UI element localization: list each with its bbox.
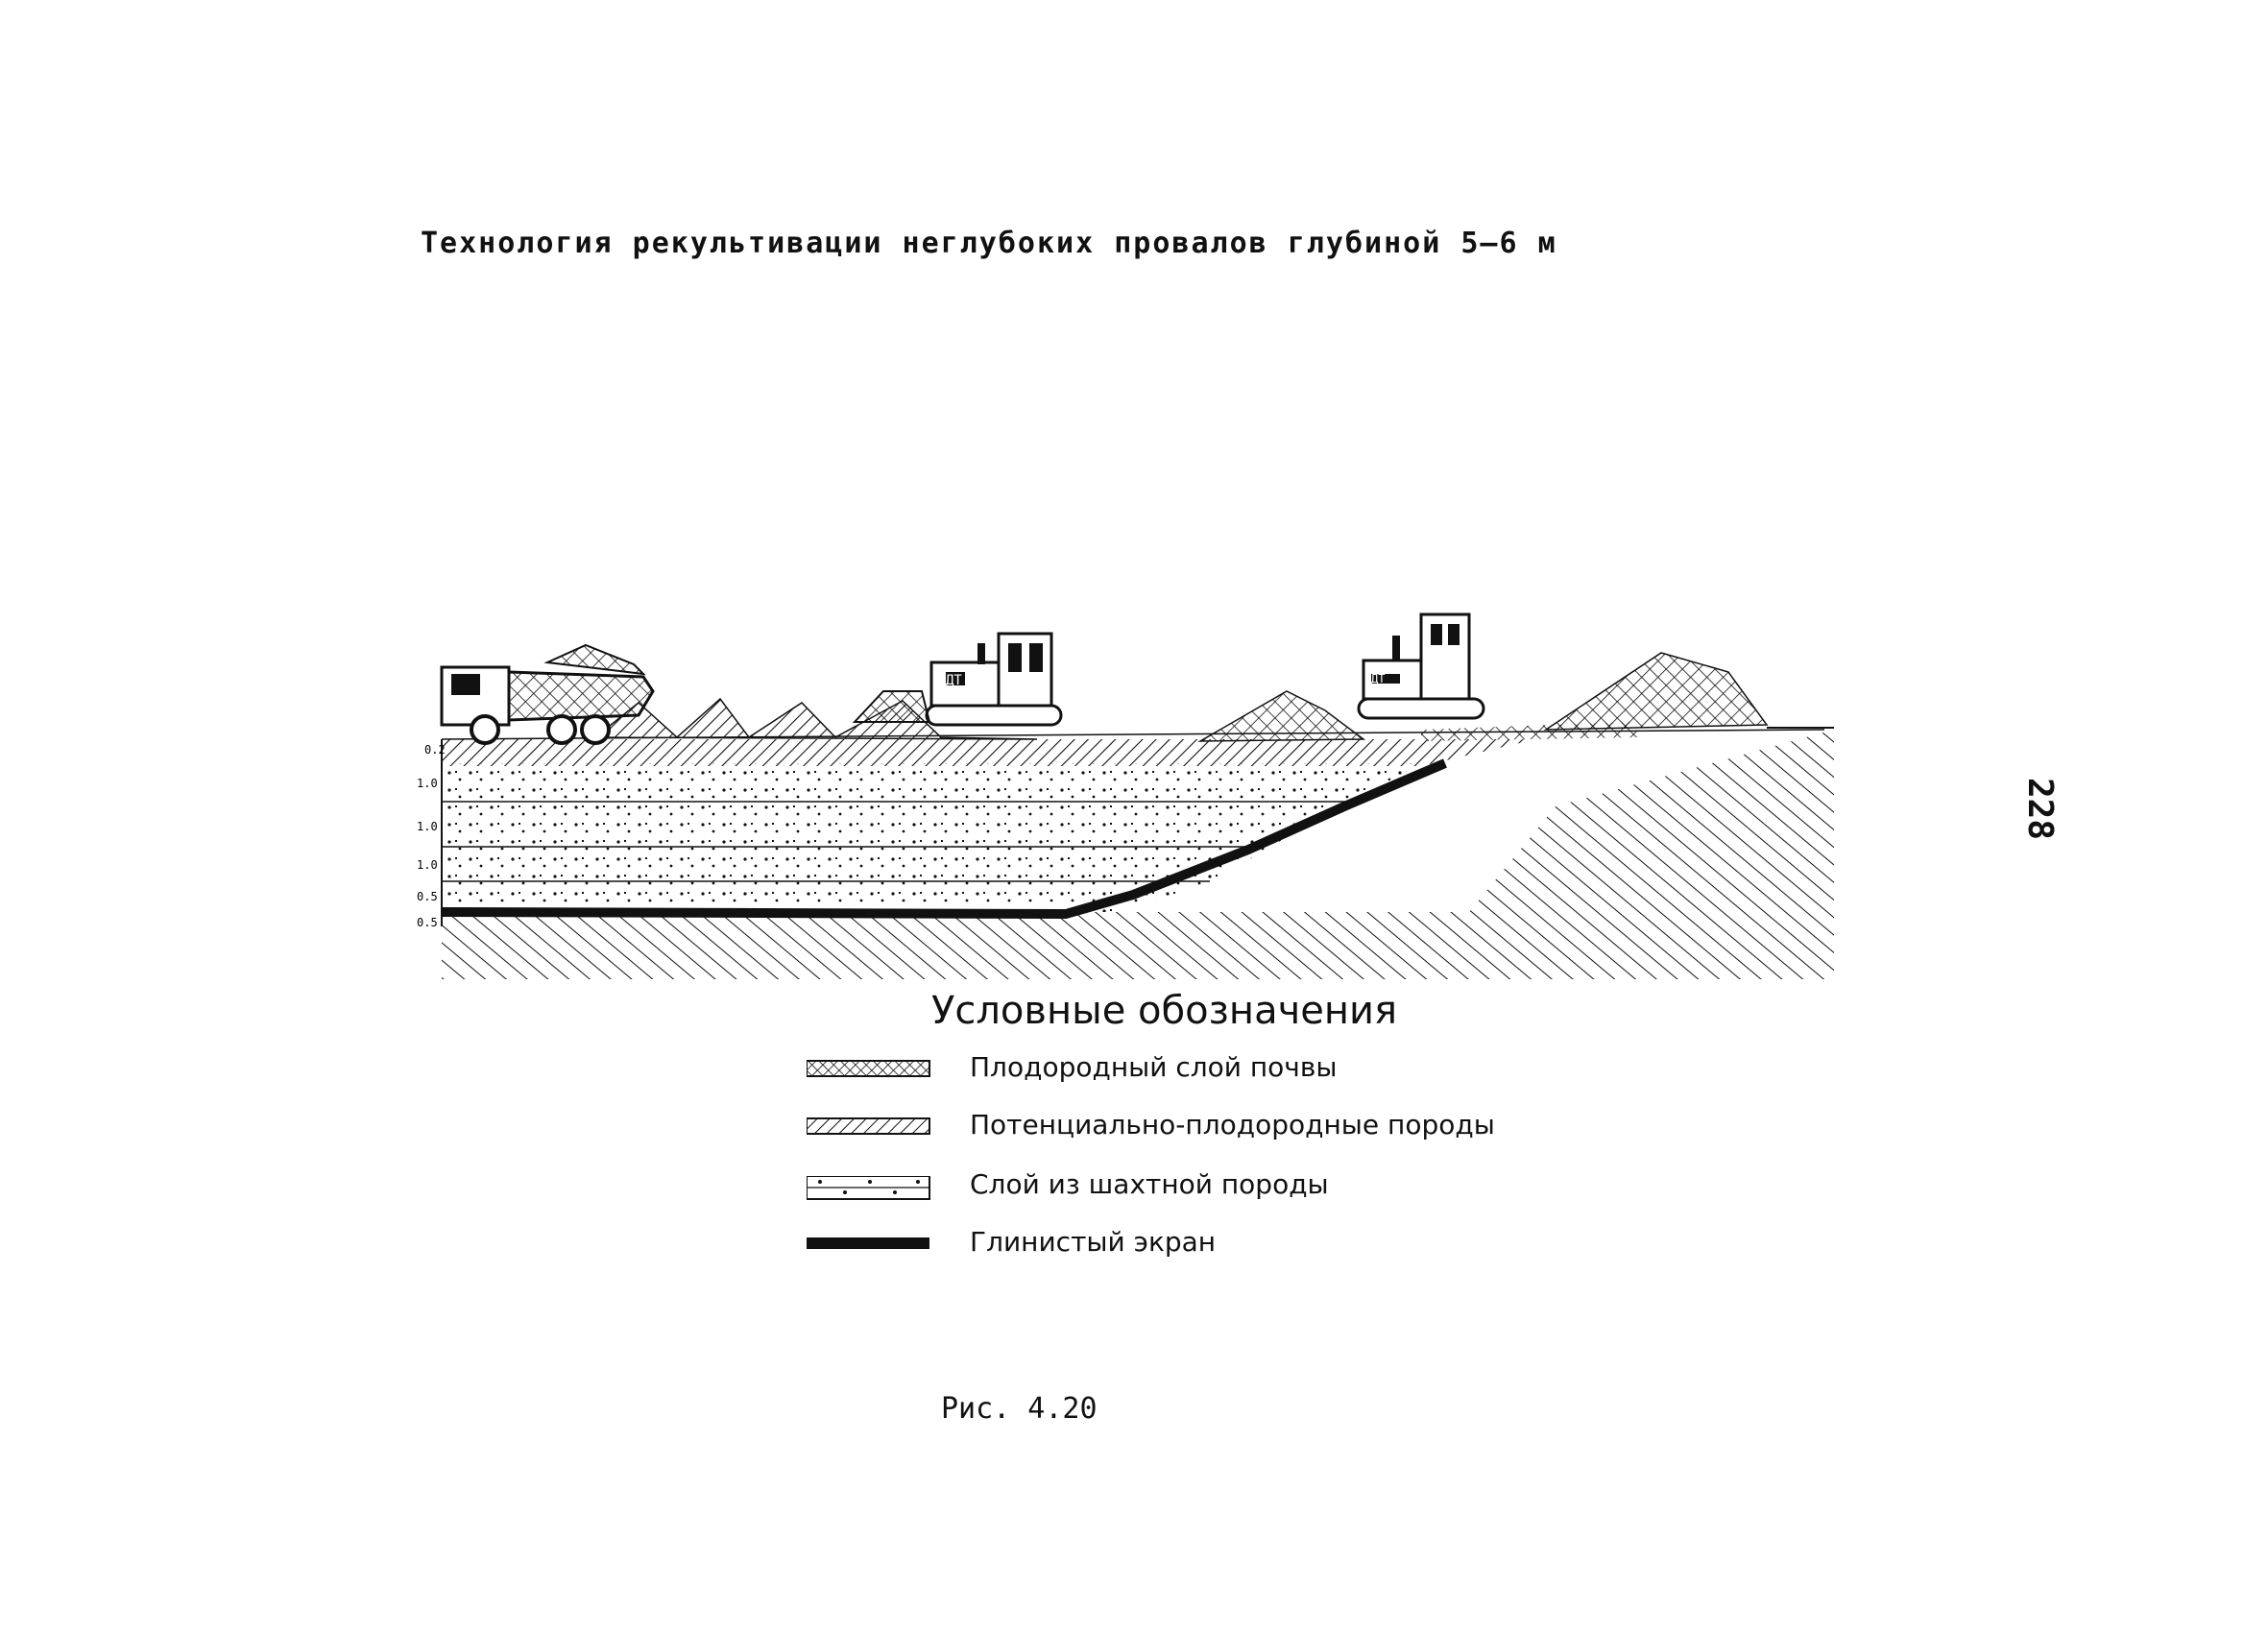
- bulldozer-icon: [1359, 614, 1484, 718]
- depth-label: 0.2: [424, 743, 446, 756]
- fertile-soil-swatch-icon: [807, 1059, 931, 1078]
- mine-rock-swatch-icon: [807, 1176, 931, 1201]
- machine-label: ДТ: [1371, 672, 1386, 685]
- page-title: Технология рекультивации неглубоких провалов глубиной 5—6 м: [421, 227, 1557, 260]
- clay-screen-swatch-icon: [807, 1234, 931, 1253]
- potentially-fertile-layer: [442, 739, 1536, 766]
- legend-label: Потенциально-плодородные породы: [970, 1109, 1495, 1141]
- legend-title: Условные обозначения: [931, 989, 1398, 1033]
- machine-label: ДТ: [946, 673, 962, 688]
- cross-section-diagram: [403, 595, 1863, 998]
- soil-pile-far-right: [1546, 653, 1767, 730]
- page-number: 228: [2020, 778, 2060, 841]
- legend-label: Глинистый экран: [970, 1226, 1217, 1258]
- legend-label: Плодородный слой почвы: [970, 1051, 1338, 1083]
- legend-label: Слой из шахтной породы: [970, 1168, 1329, 1200]
- depth-label: 0.5: [417, 890, 438, 903]
- depth-label: 1.0: [417, 820, 438, 833]
- potentially-fertile-swatch-icon: [807, 1117, 931, 1136]
- depth-label: 1.0: [417, 777, 438, 790]
- figure-caption: Рис. 4.20: [941, 1392, 1098, 1426]
- depth-label: 0.5: [417, 916, 438, 929]
- depth-label: 1.0: [417, 858, 438, 872]
